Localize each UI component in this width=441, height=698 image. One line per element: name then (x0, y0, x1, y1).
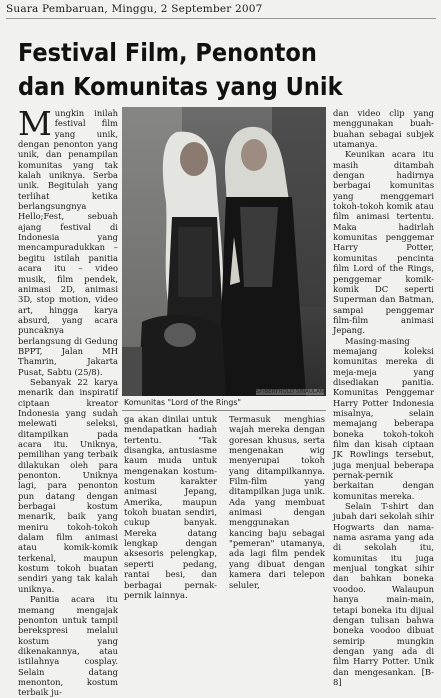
article-paragraph: Sebanyak 22 karya menarik dan inspiratif ciptaan kreator Indonesia yang sudah melewati seleksi, ditampilkan pada acara itu. Uniknya, pemilihan yang terbaik dilakukan oleh para penonton. Uniknya lagi, para penonton pun datang dengan berbagai kostum menarik, baik yang meniru tokoh-tokoh dalam film animasi atau komik-komik terkenal, maupun kostum tokoh buatan sendiri yang tak kalah uniknya. (18, 376, 118, 594)
article-paragraph: Masing-masing memajang koleksi komunitas mereka di meja-meja yang disediakan panitia. Komunitas Penggemar Harry Potter Indonesia misalnya, selain memajang beberapa boneka tokoh-tokoh film dan kisah ciptaan JK Rowlings tersebut, juga menjual beberapa pernak-pernik berkaitan dengan komunitas mereka. (333, 335, 434, 501)
photo-caption: Komunitas "Lord of the Rings" (124, 398, 241, 407)
headline (18, 36, 428, 104)
caption-divider (122, 410, 326, 411)
article-paragraph: ga akan dinilai untuk mendapatkan hadiah tertentu. "Tak disangka, antusiasme kaum muda untuk mengenakan kostum-kostum karakter animasi Jepang, Amerika, maupun tokoh buatan sendiri, cukup banyak. Mereka datang lengkap dengan aksesoris pelengkap, seperti pedang, rantai besi, dan berbagai pernak-pernik lainnya. (124, 414, 217, 600)
headline-line-1: Festival Film, Penonton (18, 38, 317, 67)
headline-line-2: dan Komunitas yang Unik (18, 72, 343, 101)
article-column-3 (229, 414, 325, 590)
article-paragraph: dan video clip yang menggunakan buah-buahan sebagai subjek utamanya. (333, 108, 434, 150)
article-column-1 (18, 104, 118, 698)
drop-cap: M (18, 104, 52, 143)
photo-credit: SP/BERTHOLD SINAULAN (255, 389, 324, 395)
article-paragraph: Panitia acara itu memang mengajak penonton untuk tampil berekspresi melalui kostum yang dikenakannya, atau istilahnya cosplay. Selain datang menonton, kostum terbaik ju- (18, 594, 118, 698)
lead-paragraph-text: ungkin inilah festival film yang unik, dengan penonton yang unik, dan penampilan komunitas yang tak kalah uniknya. Serba unik. Begitulah yang terlihat ketika berlangsungnya Hello;Fest, sebuah ajang festival di Indonesia yang mencampuradukkan – begitu istilah panitia acara itu – video musik, film pendek, animasi 2D, animasi 3D, stop motion, video art, hingga karya absurd, yang acara puncaknya berlangsung di Gedung BPPT, Jalan MH Thamrin, Jakarta Pusat, Sabtu (25/8). (18, 108, 118, 377)
article-column-2 (124, 414, 217, 600)
article-column-4 (333, 108, 434, 687)
masthead: Suara Pembaruan, Minggu, 2 September 2007 (6, 3, 436, 19)
article-paragraph: Selain T-shirt dan jubah dari sekolah sihir Hogwarts dan nama-nama asrama yang ada di sekolah itu, komunitas itu juga menjual tongkat sihir dan bahkan boneka voodoo. Walaupun hanya main-main, tetapi boneka itu dijual dengan tulisan bahwa boneka voodoo dibuat semirip mungkin dengan yang ada di film Harry Potter. Unik dan mengesankan. [B-8] (333, 501, 434, 687)
cosplay-photo-image (122, 107, 326, 396)
article-paragraph: Termasuk menghias wajah mereka dengan goresan khusus, serta mengenakan wig menyerupai tokoh yang ditampilkannya. Film-film yang ditampilkan juga unik. Ada yang membuat animasi dengan menggunakan kancing baju sebagai "pemeran" utamanya, ada lagi film pendek yang dibuat dengan kamera dari telepon seluler, (229, 414, 325, 590)
lead-paragraph (18, 104, 118, 377)
article-paragraph: Keunikan acara itu masih ditambah dengan hadirnya berbagai komunitas yang menggemari tokoh-tokoh komik atau film animasi tertentu. Maka hadirlah komunitas penggemar Harry Potter, komunitas pencinta film Lord of the Rings, penggemar komik-komik DC seperti Superman dan Batman, sampai penggemar film-film animasi Jepang. (333, 149, 434, 336)
cosplay-photo (122, 107, 326, 396)
